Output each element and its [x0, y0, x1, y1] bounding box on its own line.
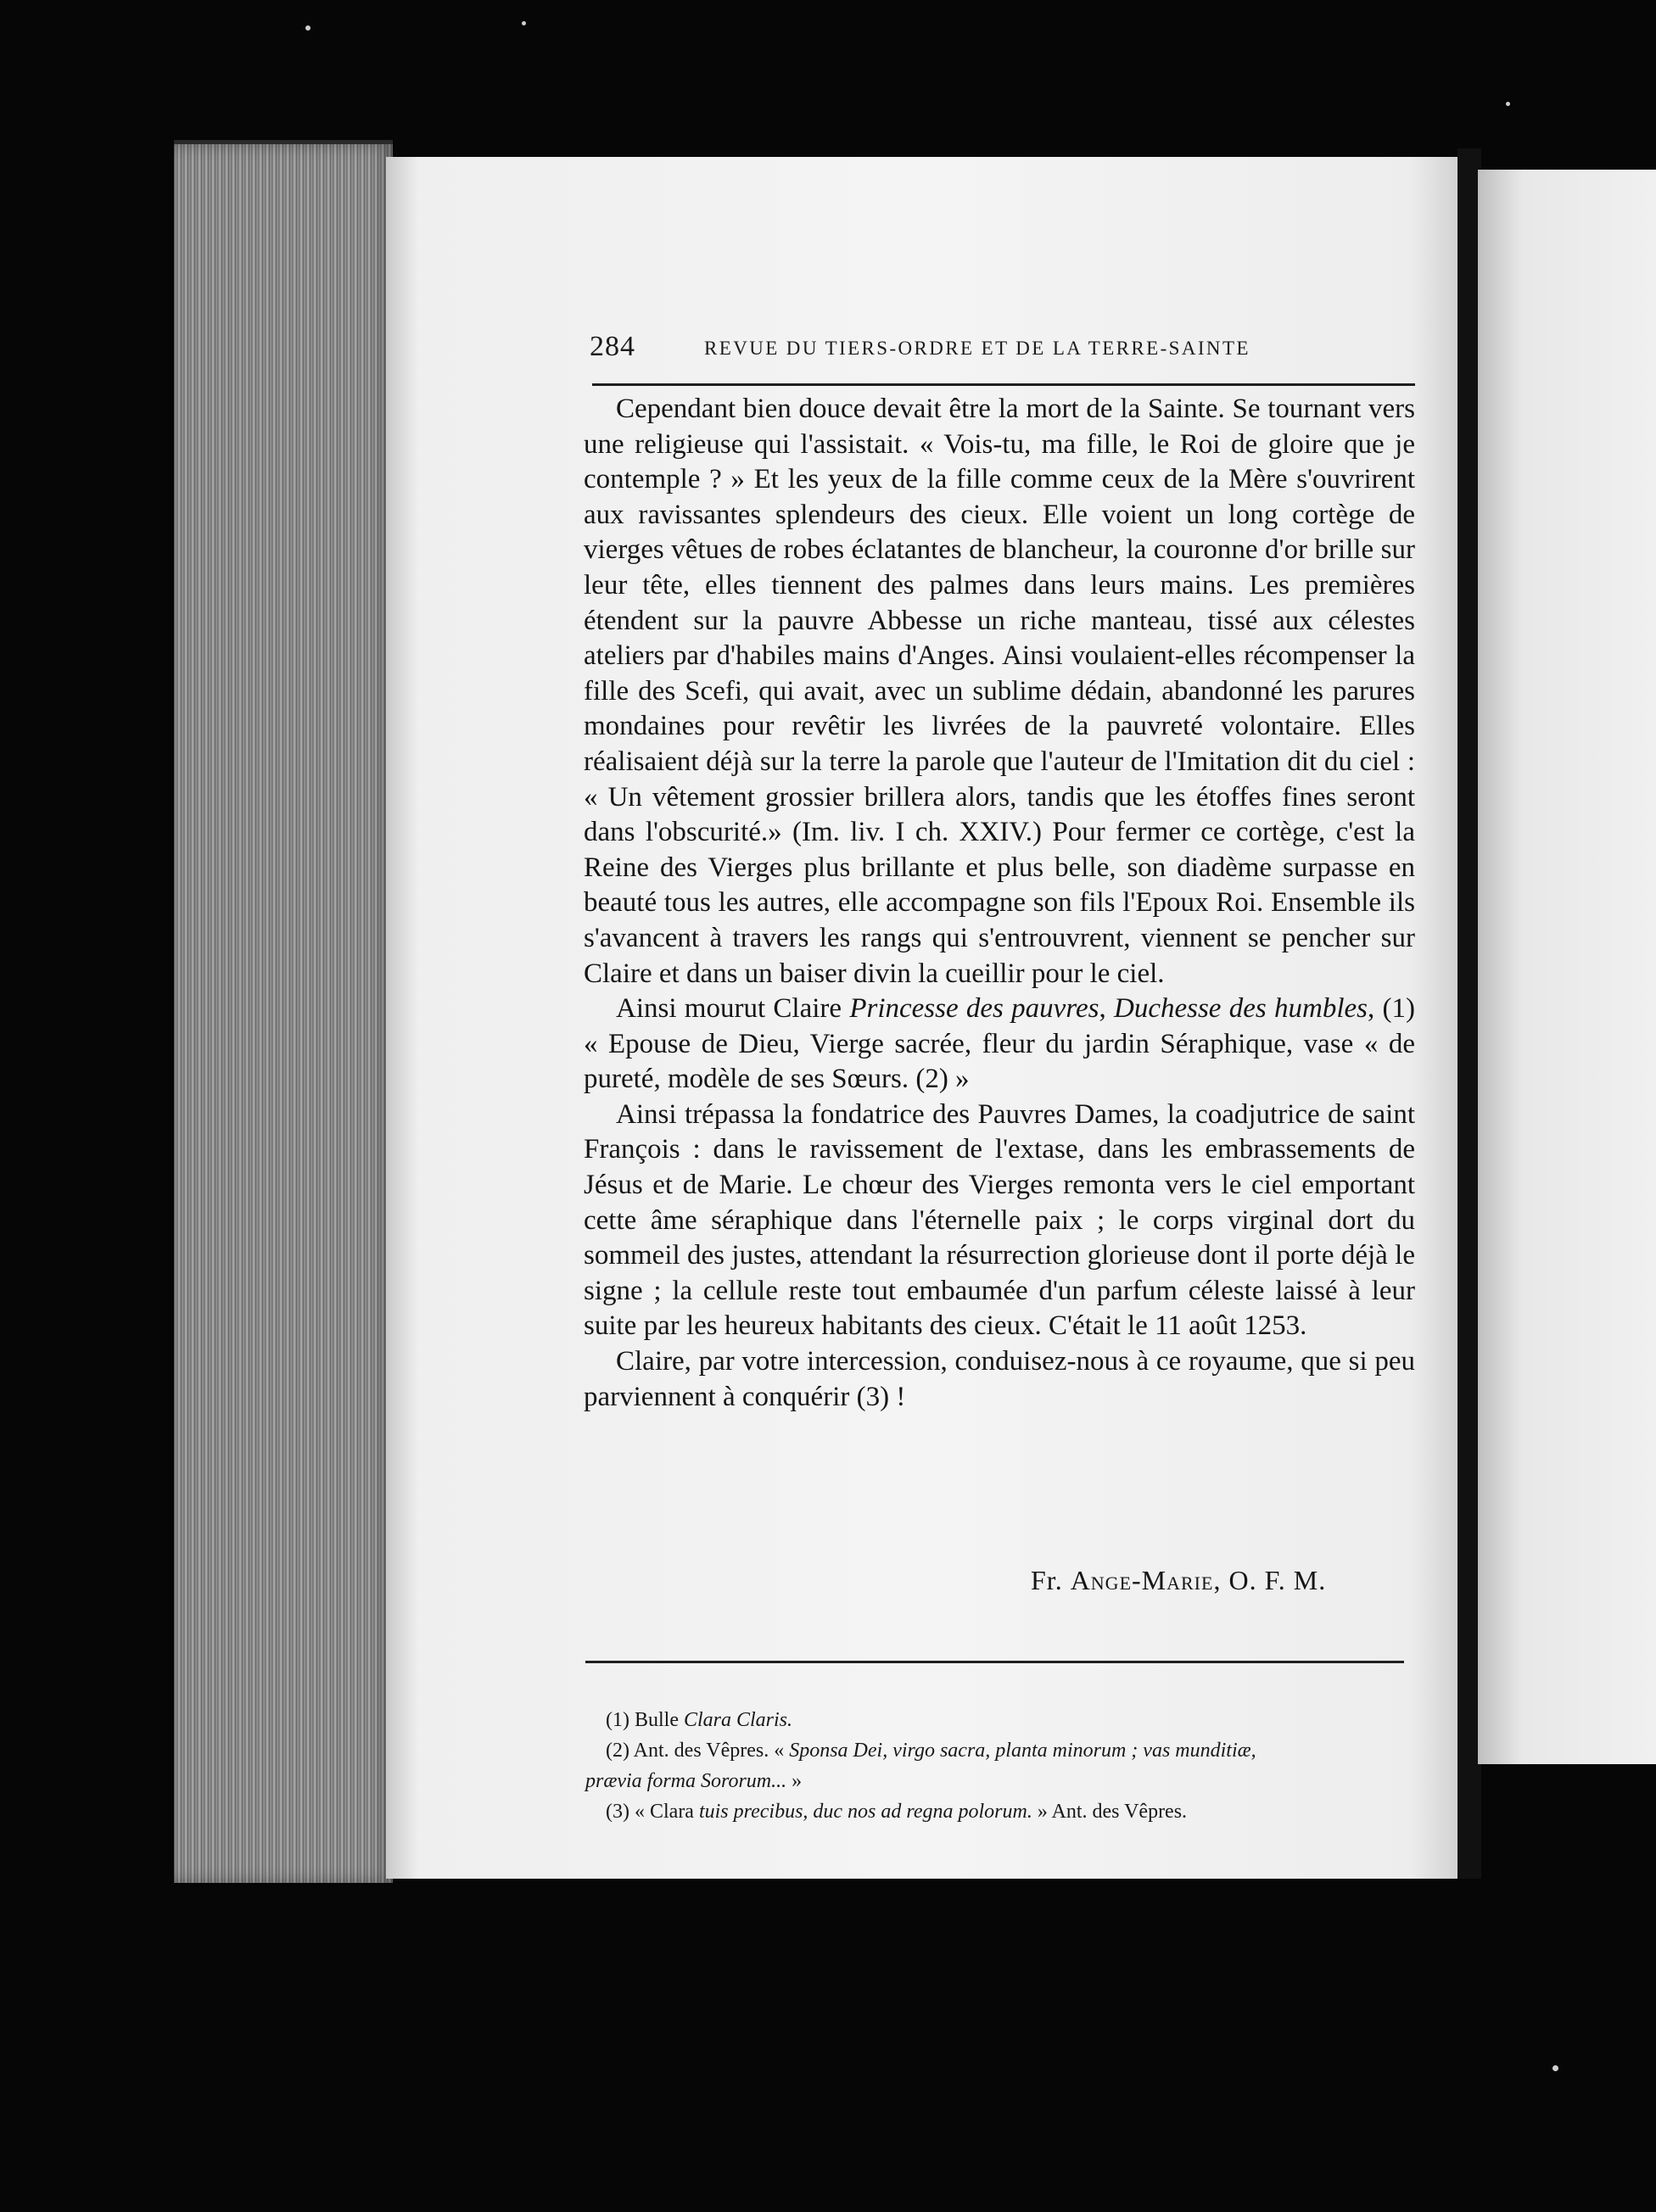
footnote-2-text: Ant. des Vêpres. «: [633, 1740, 790, 1762]
paragraph-2-italic-2: Duchesse des humbles: [1113, 993, 1368, 1025]
paragraph-2-text-a: Ainsi mourut Claire: [616, 993, 850, 1025]
footnote-3-number: (3): [606, 1801, 629, 1823]
dust-speck: [305, 25, 310, 31]
body-text: [584, 392, 1415, 1415]
footnote-3-end: » Ant. des Vêpres.: [1032, 1801, 1188, 1823]
footnote-2: [585, 1735, 1417, 1766]
paragraph-2-italic-1: Princesse des pauvres: [849, 993, 1099, 1025]
footnote-1: [585, 1705, 1417, 1735]
signature-prefix: Fr.: [1031, 1565, 1071, 1595]
dust-speck: [1506, 102, 1510, 106]
signature: [1031, 1565, 1387, 1596]
footnote-3: [585, 1796, 1417, 1827]
footnote-2-continued: [585, 1766, 1417, 1796]
book-page-edges: [174, 144, 393, 1883]
footnote-1-number: (1): [606, 1709, 629, 1731]
footnote-1-text: Bulle: [634, 1709, 684, 1731]
signature-suffix: , O. F. M.: [1213, 1565, 1327, 1595]
dust-speck: [1552, 2065, 1558, 2071]
footnote-1-italic: Clara Claris.: [683, 1709, 793, 1731]
running-title: REVUE DU TIERS-ORDRE ET DE LA TERRE-SAINTE: [704, 338, 1250, 359]
paragraph-1: Cependant bien douce devait être la mort de la Sainte. Se tournant vers une religieuse qui l'assistait. « Vois-tu, ma fille, le Roi de gloire que je contemple ? » Et les yeux de la fille comme ceux de la Mère s'ouvrirent aux ravissantes splendeurs des cieux. Elle voient un long cortège de vierges vêtues de robes éclatantes de blancheur, la couronne d'or brille sur leur tête, elles tiennent des palmes dans leurs mains. Les premières étendent sur la pauvre Abbesse un riche manteau, tissé aux célestes ateliers par d'habiles mains d'Anges. Ainsi voulaient-elles récompenser la fille des Scefi, qui avait, avec un sublime dédain, abandonné les parures mondaines pour revêtir les livrées de la pauvreté volontaire. Elles réalisaient déjà sur la terre la parole que l'auteur de l'Imitation dit du ciel : « Un vêtement grossier brillera alors, tandis que les étoffes fines seront dans l'obscurité.» (Im. liv. I ch. XXIV.) Pour fermer ce cortège, c'est la Reine des Vierges plus brillante et plus belle, son diadème surpasse en beauté tous les autres, elle accompagne son fils l'Epoux Roi. Ensemble ils s'avancent à travers les rangs qui s'entrouvrent, viennent se pencher sur Claire et dans un baiser divin la cueillir pour le ciel.: [584, 394, 1415, 989]
footnote-2-number: (2): [606, 1740, 629, 1762]
signature-name: Ange-Marie: [1070, 1565, 1214, 1595]
footnote-2-continued-italic: prævia forma Sororum...: [585, 1770, 787, 1792]
paragraph-2-text-c: , (1) « Epouse de Dieu, Vierge sacrée, fleur du jardin Séraphique, vase « de pureté, modèle de ses Sœurs. (2) »: [584, 993, 1416, 1095]
footnotes: [585, 1705, 1417, 1827]
dust-speck: [522, 21, 526, 25]
paragraph-2-text-b: ,: [1099, 993, 1114, 1025]
paragraph-3: Ainsi trépassa la fondatrice des Pauvres Dames, la coadjutrice de saint François : dans le ravissement de l'extase, dans les embrassements de Jésus et de Marie. Le chœur des Vierges remonta vers le ciel emportant cette âme séraphique dans l'éternelle paix ; le corps virginal dort du sommeil des justes, attendant la résurrection glorieuse dont il porte déjà le signe ; la cellule reste tout embaumée d'un parfum céleste laissé à leur suite par les heureux habitants des cieux. C'était le 11 août 1253.: [584, 1098, 1415, 1342]
footnote-3-text: « Clara: [634, 1801, 699, 1823]
page-number: 284: [590, 331, 635, 362]
running-header: [590, 331, 1413, 368]
next-page-sliver: [1478, 170, 1656, 1764]
paragraph-2: [584, 991, 1415, 1098]
footnote-2-end: »: [786, 1770, 803, 1792]
footnote-3-italic: tuis precibus, duc nos ad regna polorum.: [698, 1801, 1032, 1823]
footnote-2-italic: Sponsa Dei, virgo sacra, planta minorum ; vas munditiæ,: [789, 1740, 1256, 1762]
paragraph-4: Claire, par votre intercession, conduisez-nous à ce royaume, que si peu parviennent à conquérir (3) !: [584, 1346, 1415, 1412]
footnote-rule: [585, 1661, 1404, 1663]
header-rule: [592, 383, 1415, 386]
